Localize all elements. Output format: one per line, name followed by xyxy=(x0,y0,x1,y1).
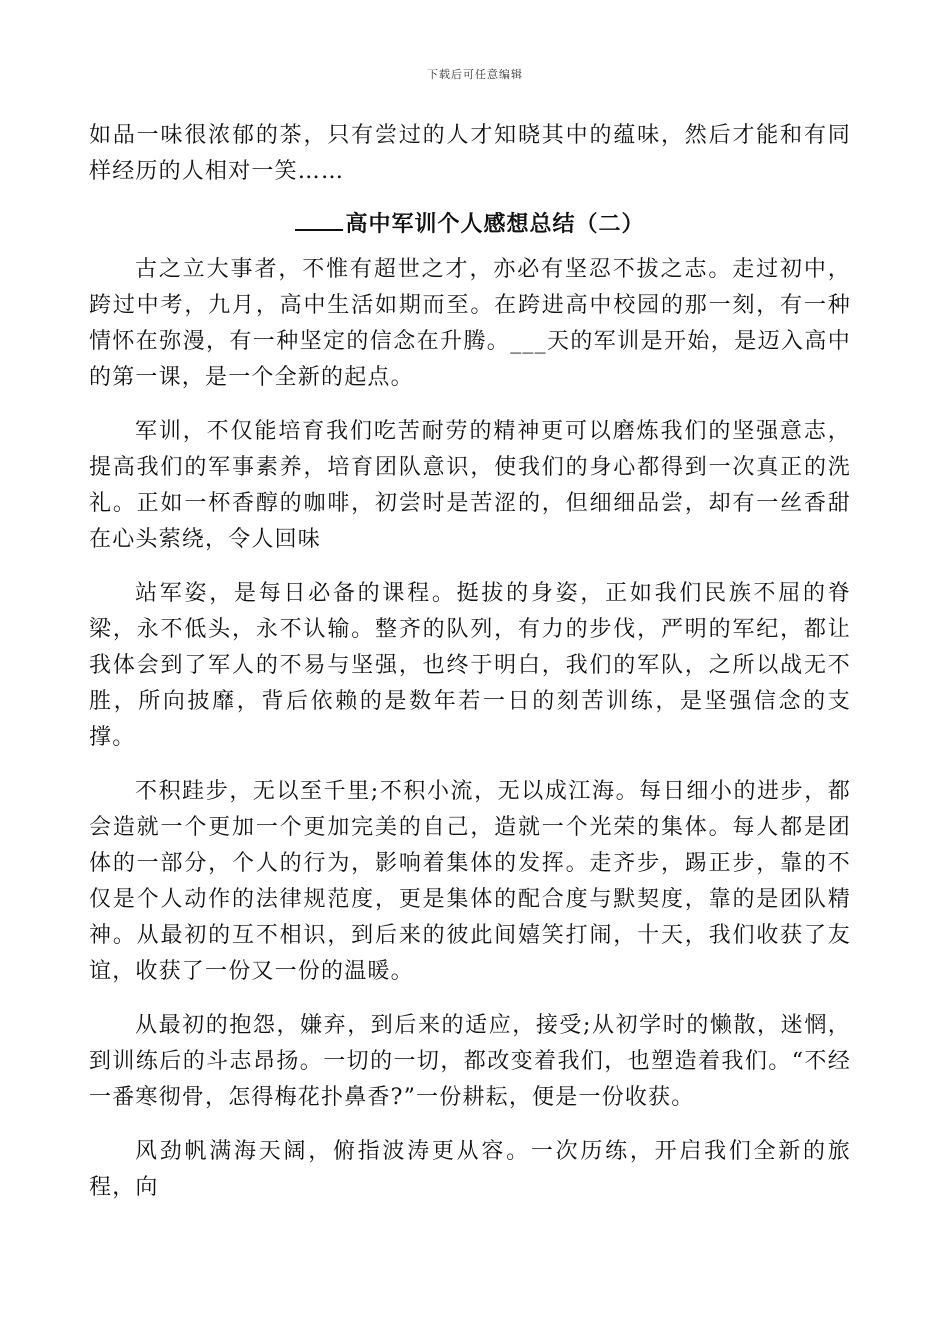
body-paragraph-6: 风劲帆满海天阔，俯指波涛更从容。一次历练，开启我们全新的旅程，向 xyxy=(89,1139,851,1200)
body-paragraph-5: 从最初的抱怨，嫌弃，到后来的适应，接受;从初学时的懒散，迷惘，到训练后的斗志昂扬。一切的一切，都改变着我们，也塑造着我们。“不经一番寒彻骨，怎得梅花扑鼻香?”一份耕耘，便是一份收获。 xyxy=(89,1013,851,1110)
body-paragraph-4: 不积跬步，无以至千里;不积小流，无以成江海。每日细小的进步，都会造就一个更加一个更加完美的自己，造就一个光荣的集体。每人都是团体的一部分，个人的行为，影响着集体的发挥。走齐步，踢正步，靠的不仅是个人动作的法律规范度，更是集体的配合度与默契度，靠的是团队精神。从最初的互不相识，到后来的彼此间嬉笑打闹，十天，我们收获了友谊，收获了一份又一份的温暖。 xyxy=(89,779,851,984)
document-body xyxy=(89,118,851,1206)
page-header-note: 下载后可任意编辑 xyxy=(427,68,523,81)
section-title-line xyxy=(89,206,851,242)
body-paragraph-1: 古之立大事者，不惟有超世之才，亦必有坚忍不拔之志。走过初中，跨过中考，九月，高中生活如期而至。在跨进高中校园的那一刻，有一种情怀在弥漫，有一种坚定的信念在升腾。___天的军训是开始，是迈入高中的第一课，是一个全新的起点。 xyxy=(89,257,851,390)
intro-paragraph: 如品一味很浓郁的茶，只有尝过的人才知晓其中的蕴味，然后才能和有同样经历的人相对一笑…… xyxy=(89,123,851,184)
body-paragraph-3: 站军姿，是每日必备的课程。挺拔的身姿，正如我们民族不屈的脊梁，永不低头，永不认输。整齐的队列，有力的步伐，严明的军纪，都让我体会到了军人的不易与坚强，也终于明白，我们的军队，之所以战无不胜，所向披靡，背后依赖的是数年若一日的刻苦训练，是坚强信念的支撑。 xyxy=(89,581,851,750)
body-paragraph-2: 军训，不仅能培育我们吃苦耐劳的精神更可以磨炼我们的坚强意志，提高我们的军事素养，培育团队意识，使我们的身心都得到一次真正的洗礼。正如一杯香醇的咖啡，初尝时是苦涩的，但细细品尝，却有一丝香甜在心头萦绕，令人回味 xyxy=(89,419,851,552)
title-blank-underline xyxy=(295,209,343,231)
section-title: 高中军训个人感想总结（二） xyxy=(345,211,645,237)
